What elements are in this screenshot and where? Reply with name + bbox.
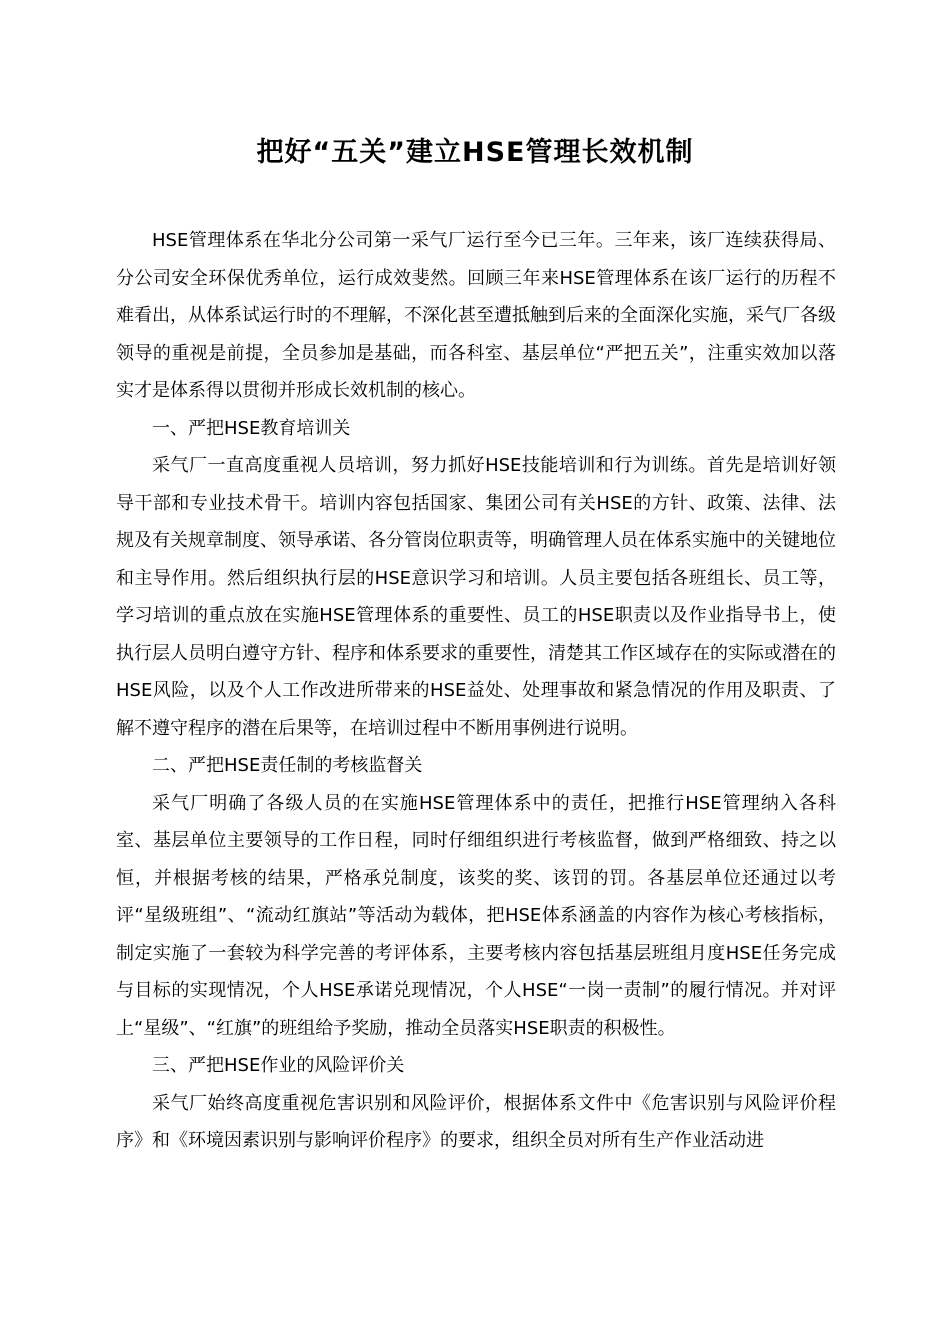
section-heading-responsibility: 二、严把HSE责任制的考核监督关 — [152, 755, 423, 776]
section-heading-education: 一、严把HSE教育培训关 — [152, 417, 351, 439]
section-paragraph-risk: 采气厂始终高度重视危害识别和风险评价，根据体系文件中《危害识别与风险评价程序》和《环境因素识别与影响评价程序》的要求，组织全员对所有生产作业活动进 — [116, 1092, 836, 1151]
document-body — [116, 222, 836, 1160]
document-title: 把好“五关”建立HSE管理长效机制 — [256, 137, 694, 168]
section-paragraph-responsibility: 采气厂明确了各级人员的在实施HSE管理体系中的责任，把推行HSE管理纳入各科室、基层单位主要领导的工作日程，同时仔细组织进行考核监督，做到严格细致、持之以恒，并根据考核的结果，严格承兑制度，该奖的奖、该罚的罚。各基层单位还通过以考评“星级班组”、“流动红旗站”等活动为载体，把HSE体系涵盖的内容作为核心考核指标，制定实施了一套较为科学完善的考评体系，主要考核内容包括基层班组月度HSE任务完成与目标的实现情况，个人HSE承诺兑现情况，个人HSE“一岗一责制”的履行情况。并对评上“星级”、“红旗”的班组给予奖励，推动全员落实HSE职责的积极性。 — [116, 792, 836, 1039]
intro-paragraph: HSE管理体系在华北分公司第一采气厂运行至今已三年。三年来，该厂连续获得局、分公司安全环保优秀单位，运行成效斐然。回顾三年来HSE管理体系在该厂运行的历程不难看出，从体系试运行时的不理解，不深化甚至遭抵触到后来的全面深化实施，采气厂各级领导的重视是前提，全员参加是基础，而各科室、基层单位“严把五关”，注重实效加以落实才是体系得以贯彻并形成长效机制的核心。 — [116, 230, 836, 401]
section-paragraph-education: 采气厂一直高度重视人员培训，努力抓好HSE技能培训和行为训练。首先是培训好领导干部和专业技术骨干。培训内容包括国家、集团公司有关HSE的方针、政策、法律、法规及有关规章制度、领导承诺、各分管岗位职责等，明确管理人员在体系实施中的关键地位和主导作用。然后组织执行层的HSE意识学习和培训。人员主要包括各班组长、员工等，学习培训的重点放在实施HSE管理体系的重要性、员工的HSE职责以及作业指导书上，使执行层人员明白遵守方针、程序和体系要求的重要性，清楚其工作区域存在的实际或潜在的HSE风险，以及个人工作改进所带来的HSE益处、处理事故和紧急情况的作用及职责、了解不遵守程序的潜在后果等，在培训过程中不断用事例进行说明。 — [116, 455, 836, 739]
section-heading-risk: 三、严把HSE作业的风险评价关 — [152, 1055, 405, 1076]
